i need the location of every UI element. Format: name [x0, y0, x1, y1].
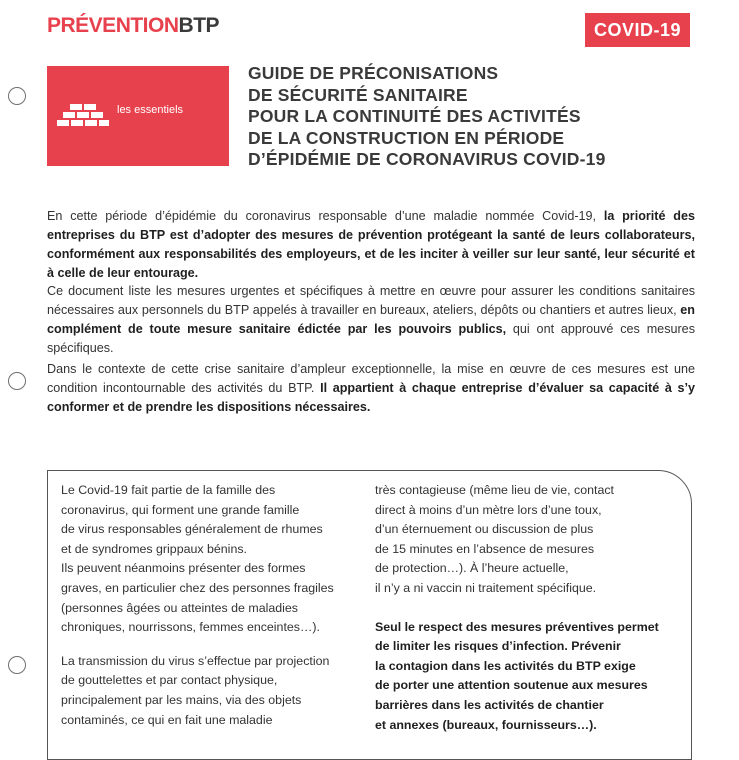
info-line: très contagieuse (même lieu de vie, contact [375, 483, 614, 497]
info-bold-line: Seul le respect des mesures préventives permet [375, 619, 659, 634]
info-line: Ils peuvent néanmoins présenter des formes [61, 561, 306, 576]
intro-text: Ce document liste les mesures urgentes et spécifiques à mettre en œuvre pour assurer les conditions sanitaires nécessaires aux personnels du BTP appelés à travailler en bureaux, ateliers, dépôts ou chantiers et autres lieux, [47, 284, 695, 317]
title-line: DE LA CONSTRUCTION EN PÉRIODE [248, 127, 565, 148]
essentials-box [47, 66, 229, 166]
covid-badge: COVID-19 [585, 13, 690, 47]
info-bold-line: de limiter les risques d’infection. Prévenir [375, 639, 621, 654]
info-line: coronavirus, qui forment une grande famille [61, 502, 300, 517]
binder-hole-icon [8, 372, 26, 390]
intro-paragraph-1 [47, 207, 695, 283]
title-line: D’ÉPIDÉMIE DE CORONAVIRUS COVID-19 [248, 149, 606, 169]
info-left-column [61, 481, 371, 730]
info-line: d’un éternuement ou discussion de plus [375, 522, 594, 537]
logo-prevention: PRÉVENTION [47, 14, 179, 37]
intro-text: qui ont approuvé ces mesures spécifiques. [47, 322, 695, 355]
info-line: direct à moins d’un mètre lors d’une toux, [375, 502, 602, 517]
info-bold-line: la contagion dans les activités du BTP exige [375, 658, 636, 673]
info-line: La transmission du virus s’effectue par projection [61, 653, 330, 668]
intro-paragraph-2 [47, 282, 695, 358]
title-line: DE SÉCURITÉ SANITAIRE [248, 84, 468, 105]
intro-bold-text: Il appartient à chaque entreprise d’évaluer sa capacité à s’y conformer et de prendre les dispositions nécessaires. [47, 381, 695, 414]
info-line: de 15 minutes en l’absence de mesures [375, 541, 595, 556]
info-line: Le Covid-19 fait partie de la famille des [61, 483, 276, 497]
intro-text: Dans le contexte de cette crise sanitaire d’ampleur exceptionnelle, la mise en œuvre de ces mesures est une condition incontournable des activités du BTP. [47, 362, 695, 395]
info-bold-line: de porter une attention soutenue aux mesures [375, 678, 648, 693]
info-line: de virus responsables généralement de rhumes [61, 522, 323, 537]
info-right-column [375, 481, 685, 735]
guide-title [248, 63, 688, 171]
info-line: et de syndromes grippaux bénins. [61, 541, 247, 556]
info-line: (personnes âgées ou atteintes de maladies [61, 600, 298, 615]
binder-hole-icon [8, 656, 26, 674]
info-bold-line: barrières dans les activités de chantier [375, 697, 604, 712]
intro-bold-text: la priorité des entreprises du BTP est d’adopter des mesures de prévention protégeant la santé de leurs collaborateurs, conformément aux responsabilités des employeurs, et de les inciter à veiller sur leur santé, leur sécurité et à celle de leur entourage. [47, 209, 695, 280]
info-line: principalement par les mains, via des objets [61, 692, 302, 707]
info-line: chroniques, nourrissons, femmes enceintes…). [61, 620, 320, 635]
info-line: graves, en particulier chez des personnes fragiles [61, 580, 334, 595]
logo-btp: BTP [178, 14, 220, 37]
essentials-label: les essentiels [117, 104, 184, 116]
info-bold-line: et annexes (bureaux, fournisseurs…). [375, 717, 597, 732]
intro-paragraph-3 [47, 360, 695, 417]
title-line: POUR LA CONTINUITÉ DES ACTIVITÉS [248, 106, 581, 126]
intro-bold-text: en complément de toute mesure sanitaire édictée par les pouvoirs publics, [47, 303, 695, 336]
bricks-icon [57, 104, 109, 132]
logo [47, 14, 219, 38]
info-line: il n’y a ni vaccin ni traitement spécifique. [375, 580, 597, 595]
intro-text: En cette période d’épidémie du coronavirus responsable d’une maladie nommée Covid-19, [47, 209, 604, 223]
info-line: de protection…). À l’heure actuelle, [375, 561, 569, 576]
binder-hole-icon [8, 87, 26, 105]
title-line: GUIDE DE PRÉCONISATIONS [248, 63, 499, 83]
info-line: de gouttelettes et par contact physique, [61, 673, 278, 688]
info-line: contaminés, ce qui en fait une maladie [61, 712, 273, 727]
